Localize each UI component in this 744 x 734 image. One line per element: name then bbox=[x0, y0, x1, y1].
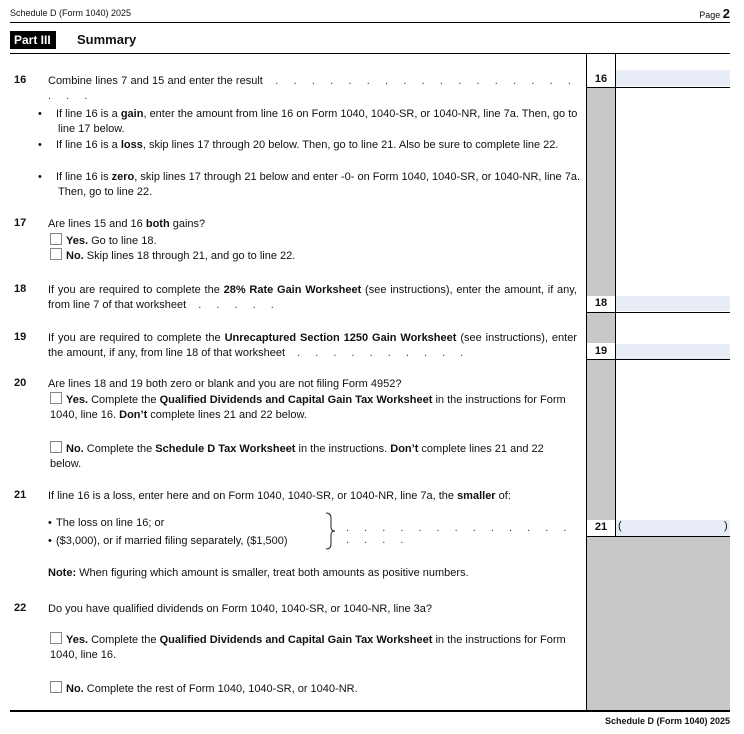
line-21-paren-close: ) bbox=[724, 520, 728, 532]
part-badge: Part III bbox=[10, 31, 56, 49]
line-16-bullet-zero: • If line 16 is zero, skip lines 17 through 21 below and enter -0- on Form 1040, 1040-SR, or 1040-NR, line 7a. Then, go to line 22. bbox=[38, 171, 581, 198]
line-16-amount-field[interactable] bbox=[616, 70, 730, 86]
line-21-amount-field[interactable] bbox=[616, 520, 730, 536]
part-rule bbox=[10, 53, 730, 54]
line-21-note: Note: When figuring which amount is smaller, treat both amounts as positive numbers. bbox=[48, 567, 469, 579]
leader-dots: . . . . . . . . . . . . . . . . . . . . bbox=[48, 75, 577, 102]
line-18-box-label: 18 bbox=[587, 296, 615, 311]
line-16-box-label: 16 bbox=[587, 72, 615, 87]
line-18-amount-field[interactable] bbox=[616, 296, 730, 311]
part-title: Summary bbox=[77, 32, 137, 47]
line-19-box-rule bbox=[587, 359, 730, 360]
line-18-number: 18 bbox=[14, 283, 27, 295]
line-19-text: If you are required to complete the Unrecaptured Section 1250 Gain Worksheet (see instructions), enter the amount, if any, from line 18 of that worksheet . . . . . . . . . . bbox=[48, 332, 577, 359]
line-17-no-checkbox[interactable] bbox=[50, 248, 62, 260]
line-17-yes-option: Yes. Go to line 18. bbox=[50, 233, 157, 249]
line-21-bullet-limit: • ($3,000), or if married filing separately, ($1,500) bbox=[48, 535, 288, 547]
line-21-box-rule bbox=[587, 536, 730, 537]
leader-dots: . . . . . . . . . . . . . . . . . bbox=[346, 522, 573, 546]
line-17-text: Are lines 15 and 16 both gains? bbox=[48, 218, 206, 230]
line-20-no-option: No. Complete the Schedule D Tax Worksheet in the instructions. Don’t complete lines 21 and 22 below. bbox=[50, 443, 544, 470]
line-16-text bbox=[48, 74, 577, 104]
line-20-yes-checkbox[interactable] bbox=[50, 392, 62, 404]
line-20-number: 20 bbox=[14, 377, 27, 389]
line-19-amount-field[interactable] bbox=[616, 344, 730, 359]
leader-dots: . . . . . bbox=[189, 299, 280, 311]
line-16-box-rule bbox=[587, 87, 730, 88]
leader-dots: . . . . . . . . . . bbox=[288, 347, 470, 359]
line-21-number: 21 bbox=[14, 489, 27, 501]
line-17-yes-checkbox[interactable] bbox=[50, 233, 62, 245]
shaded-column-a bbox=[587, 87, 615, 296]
header-rule bbox=[10, 22, 730, 23]
line-20-no-checkbox[interactable] bbox=[50, 441, 62, 453]
line-18-text: If you are required to complete the 28% Rate Gain Worksheet (see instructions), enter the amount, if any, from line 7 of that worksheet . . . . . bbox=[48, 284, 577, 311]
shaded-block-bottom bbox=[587, 537, 730, 711]
line-19-number: 19 bbox=[14, 331, 27, 343]
line-18-box-rule bbox=[587, 312, 730, 313]
page-number: 2 bbox=[722, 6, 730, 21]
line-17-number: 17 bbox=[14, 217, 27, 229]
shaded-column-b bbox=[587, 313, 615, 343]
line-21-box-label: 21 bbox=[587, 520, 615, 535]
line-22-no-option: No. Complete the rest of Form 1040, 1040-SR, or 1040-NR. bbox=[50, 681, 577, 697]
footer-rule bbox=[10, 710, 730, 712]
footer-form-name: Schedule D (Form 1040) 2025 bbox=[604, 716, 730, 726]
line-21-bullet-loss: • The loss on line 16; or bbox=[48, 517, 165, 529]
line-20-text: Are lines 18 and 19 both zero or blank and you are not filing Form 4952? bbox=[48, 378, 402, 390]
line-21-text: If line 16 is a loss, enter here and on Form 1040, 1040-SR, or 1040-NR, line 7a, the smaller of: bbox=[48, 490, 511, 502]
line-22-yes-checkbox[interactable] bbox=[50, 632, 62, 644]
line-21-paren-open: ( bbox=[618, 520, 622, 532]
line-16-label: Combine lines 7 and 15 and enter the result bbox=[48, 75, 263, 87]
line-19-box-label: 19 bbox=[587, 344, 615, 359]
page-label: Page bbox=[699, 10, 721, 20]
page-indicator bbox=[699, 6, 730, 21]
line-22-yes-option: Yes. Complete the Qualified Dividends and Capital Gain Tax Worksheet in the instructions for Form 1040, line 16. bbox=[50, 634, 566, 661]
form-header-name: Schedule D (Form 1040) 2025 bbox=[10, 8, 132, 18]
line-22-text: Do you have qualified dividends on Form 1040, 1040-SR, or 1040-NR, line 3a? bbox=[48, 603, 433, 615]
line-17-no-option: No. Skip lines 18 through 21, and go to line 22. bbox=[50, 248, 295, 264]
line-16-bullet-gain: • If line 16 is a gain, enter the amount from line 16 on Form 1040, 1040-SR, or 1040-NR, line 7a. Then, go to line 17 below. bbox=[38, 108, 578, 135]
line-16-bullet-loss: • If line 16 is a loss, skip lines 17 through 20 below. Then, go to line 21. Also be sure to complete line 22. bbox=[38, 139, 559, 151]
line-20-yes-option: Yes. Complete the Qualified Dividends and Capital Gain Tax Worksheet in the instructions for Form 1040, line 16. Don’t complete lines 21 and 22 below. bbox=[50, 394, 566, 421]
line-22-no-checkbox[interactable] bbox=[50, 681, 62, 693]
shaded-column-c bbox=[587, 360, 615, 520]
brace-icon bbox=[324, 512, 336, 550]
line-22-number: 22 bbox=[14, 602, 27, 614]
line-16-number: 16 bbox=[14, 74, 27, 86]
